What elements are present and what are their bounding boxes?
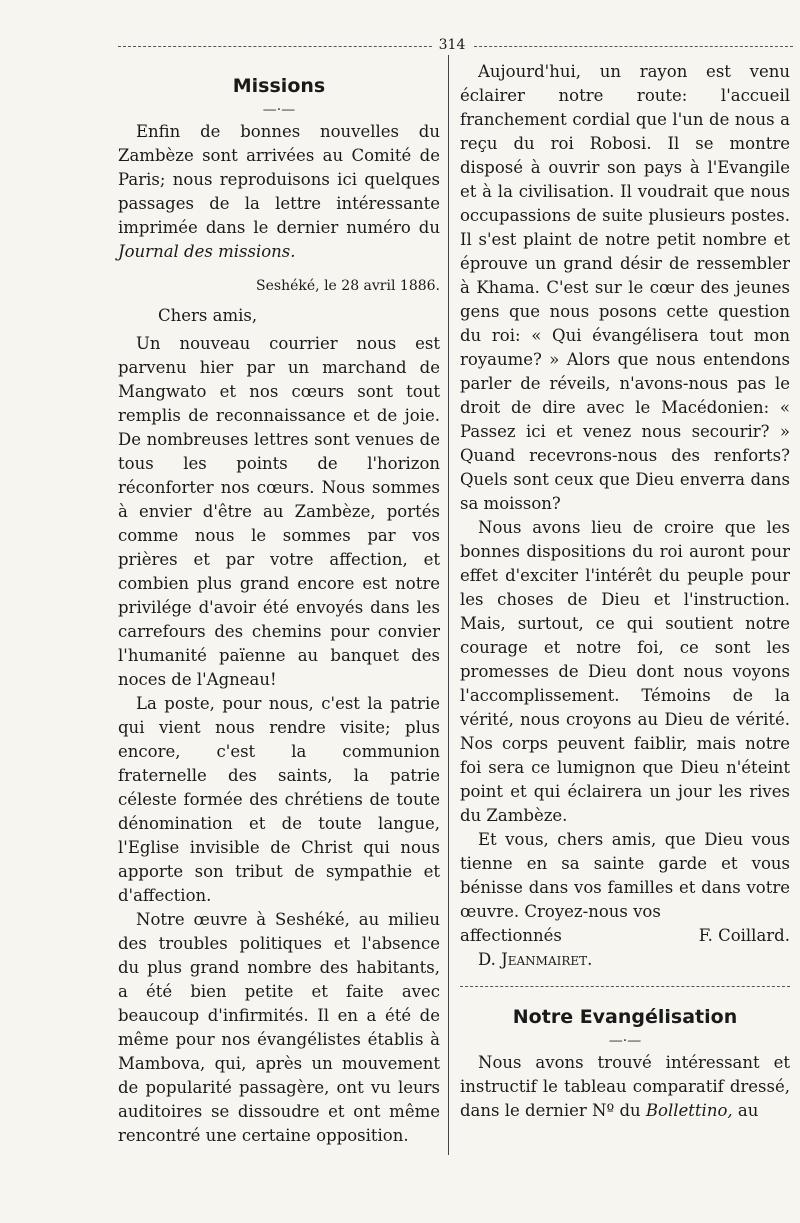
letter-paragraph-1: Un nouveau courrier nous est parvenu hier par un marchand de Mangwato et nos cœurs sont tout remplis de reconnaissance et de joie. De nombreuses lettres sont venues de tous les points de l'horizon réconforter nos cœurs. Nous sommes à envier d'être au Zambèze, portés comme nous le sommes par vos prières et par votre affection, et combien plus grand encore est notre privilége d'avoir été envoyés dans les carrefours des chemins pour convier l'humanité païenne au banquet des noces de l'Agneau! [118,334,440,689]
letter-paragraph-5: Nous avons lieu de croire que les bonnes dispositions du roi auront pour effet d'exciter l'intérêt du peuple pour les choses de Dieu et l'instruction. Mais, surtout, ce qui soutient notre courage et notre foi, ce sont les promesses de Dieu dont nous voyons l'accomplissement. Témoins de la vérité, nous croyons au Dieu de vérité. Nos corps peuvent faiblir, mais notre foi sera ce lumignon que Dieu n'éteint point et qui éclairera un jour les rives du Zambèze. [460,518,790,825]
intro-paragraph [118,120,440,264]
title-ornament-2: —·— [608,1033,642,1049]
closing-word: affectionnés [460,926,562,945]
evangelisation-text: Nous avons trouvé intéressant et instructif le tableau comparatif dressé, dans le dernier Nº du [460,1053,790,1120]
signature-line-1 [460,924,790,948]
signer-coillard: F. Coillard. [698,926,790,945]
letter-paragraph-3: Notre œuvre à Seshéké, au milieu des troubles politiques et l'absence du plus grand nombre des habitants, a été bien petite et faite avec beaucoup d'infirmités. Il en a été de même pour nos évangélistes établis à Mambova, qui, après un mouvement de popularité passagère, ont vu leurs auditoires se dissoudre et ont même rencontré une certaine opposition. [118,910,440,1145]
section-title-evangelisation: Notre Evangélisation [512,1006,738,1028]
letter-paragraph-2: La poste, pour nous, c'est la patrie qui vient nous rendre visite; plus encore, c'est la communion fraternelle des saints, la patrie céleste formée des chrétiens de toute dénomination et de toute langue, l'Eglise invisible de Christ qui nous apporte son tribut de sympathie et d'affection. [118,694,440,905]
evangelisation-paragraph [460,1051,790,1123]
intro-text: Enfin de bonnes nouvelles du Zambèze sont arrivées au Comité de Paris; nous reproduisons ici quelques passages de la lettre intéressante imprimée dans le dernier numéro du [118,122,440,237]
page-number: 314 [432,37,472,53]
section-divider [460,986,790,987]
left-column [118,70,440,1148]
letter-dateline: Seshéké, le 28 avril 1886. [256,278,440,294]
signer-jeanmairet: D. Jeanmairet. [478,950,593,969]
right-column [460,60,790,1123]
section-title-missions: Missions [232,75,326,97]
letter-salutation: Chers amis, [158,306,258,325]
column-divider [448,55,449,1155]
letter-paragraph-6: Et vous, chers amis, que Dieu vous tienne en sa sainte garde et vous bénisse dans vos familles et dans votre œuvre. Croyez-nous vos [460,830,790,921]
journal-title: Journal des missions. [118,242,296,261]
bollettino-title: Bollettino, [645,1101,733,1120]
letter-paragraph-4: Aujourd'hui, un rayon est venu éclairer notre route: l'accueil franchement cordial que l'un de nous a reçu du roi Robosi. Il se montre disposé à ouvrir son pays à l'Evangile et à la civilisation. Il voudrait que nous occupassions de suite plusieurs postes. Il s'est plaint de notre petit nombre et éprouve un grand désir de ressembler à Khama. C'est sur le cœur des jeunes gens que nous posons cette question du roi: « Qui évangélisera tout mon royaume? » Alors que nous entendons parler de réveils, n'avons-nous pas le droit de dire avec le Macédonien: « Passez ici et venez nous secourir? » Quand recevrons-nous des renforts? Quels sont ceux que Dieu enverra dans sa moisson? [460,62,790,513]
title-ornament: —·— [262,102,296,118]
evangelisation-text-end: au [732,1101,759,1120]
signature-line-2 [460,948,790,972]
